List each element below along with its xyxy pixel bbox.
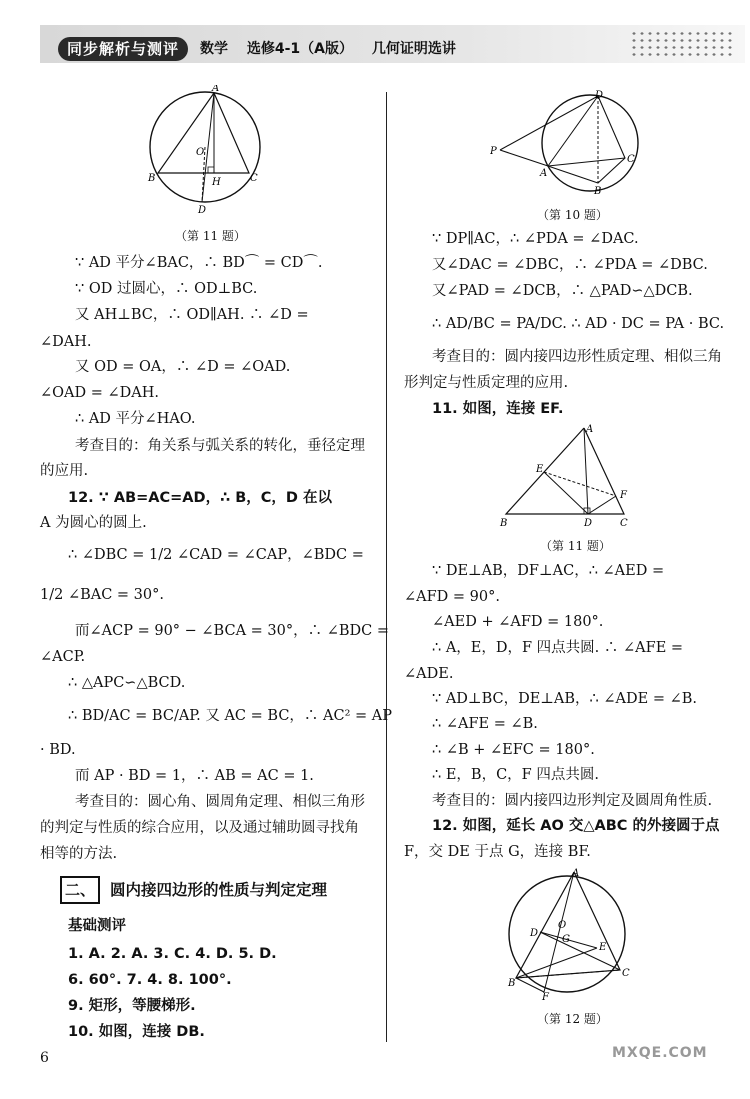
- left-line-5: 又 OD = OA，∴ ∠D = ∠OAD.: [75, 359, 291, 375]
- svg-text:B: B: [500, 518, 508, 529]
- header-dot-pattern: [630, 30, 735, 60]
- right-line-13: ∵ AD⊥BC，DE⊥AB，∴ ∠ADE = ∠B.: [432, 691, 698, 707]
- svg-text:B: B: [594, 186, 602, 197]
- right-line-7: 11. 如图，连接 EF.: [432, 401, 564, 417]
- right-line-19: F，交 DE 于点 G，连接 BF.: [404, 844, 591, 860]
- right-line-11: ∴ A，E，D，F 四点共圆. ∴ ∠AFE =: [432, 640, 684, 656]
- svg-text:B: B: [508, 978, 516, 989]
- left-line-1: ∵ AD 平分∠BAC，∴ BD⌒ = CD⌒.: [75, 255, 323, 271]
- header-course: 选修4-1（A版）: [246, 41, 354, 57]
- right-line-3: 又∠PAD = ∠DCB，∴ △PAD∽△DCB.: [432, 283, 693, 299]
- right-line-16: ∴ E，B，C，F 四点共圆.: [432, 767, 599, 783]
- fig10-caption: （第 10 题）: [537, 208, 608, 222]
- left-line-3: 又 AH⊥BC，∴ OD∥AH. ∴ ∠D =: [75, 307, 309, 323]
- svg-text:P: P: [490, 146, 497, 157]
- left-line-21: 的判定与性质的综合应用，以及通过辅助圆寻找角: [40, 820, 359, 836]
- right-line-8: ∵ DE⊥AB，DF⊥AC，∴ ∠AED =: [432, 563, 665, 579]
- svg-text:C: C: [627, 154, 635, 165]
- left-line-2: ∵ OD 过圆心，∴ OD⊥BC.: [75, 281, 258, 297]
- svg-text:A: A: [212, 85, 220, 94]
- answers-row-1: 1. A. 2. A. 3. C. 4. D. 5. D.: [68, 946, 277, 962]
- header-topic: 几何证明选讲: [371, 41, 456, 57]
- left-line-14: 而∠ACP = 90° − ∠BCA = 30°，∴ ∠BDC =: [75, 623, 390, 639]
- right-line-15: ∴ ∠B + ∠EFC = 180°.: [432, 742, 595, 758]
- left-line-17: ∴ BD/AC = BC/AP. 又 AC = BC，∴ AC² = AP: [68, 708, 392, 724]
- svg-text:D: D: [530, 928, 539, 939]
- right-line-14: ∴ ∠AFE = ∠B.: [432, 716, 538, 732]
- left-line-9: 的应用.: [40, 463, 89, 479]
- right-line-4: ∴ AD/BC = PA/DC. ∴ AD · DC = PA · BC.: [432, 316, 725, 332]
- left-line-13: 1/2 ∠BAC = 30°.: [40, 587, 164, 603]
- right-line-6: 形判定与性质定理的应用.: [404, 375, 569, 391]
- left-line-4: ∠DAH.: [40, 334, 92, 350]
- section-number: 二、: [60, 876, 100, 904]
- left-line-19: 而 AP · BD = 1，∴ AB = AC = 1.: [75, 768, 314, 784]
- right-line-1: ∵ DP∥AC，∴ ∠PDA = ∠DAC.: [432, 231, 639, 247]
- svg-text:D: D: [198, 205, 207, 215]
- svg-text:H: H: [212, 177, 221, 188]
- left-line-8: 考查目的：角关系与弧关系的转化，垂径定理: [75, 438, 365, 454]
- left-line-6: ∠OAD = ∠DAH.: [40, 385, 160, 401]
- svg-text:C: C: [250, 173, 258, 184]
- svg-text:A: A: [572, 868, 580, 879]
- header-subject: 数学: [200, 41, 228, 57]
- book-title-badge: 同步解析与测评: [58, 37, 188, 61]
- figure-12: [502, 866, 632, 1001]
- answers-row-3: 9. 矩形，等腰梯形.: [68, 998, 196, 1014]
- svg-text:E: E: [599, 942, 607, 953]
- left-line-20: 考查目的：圆心角、圆周角定理、相似三角形: [75, 794, 365, 810]
- header-subtitle: [200, 37, 470, 61]
- svg-text:D: D: [584, 518, 593, 529]
- section-title: 圆内接四边形的性质与判定定理: [110, 881, 328, 899]
- left-line-15: ∠ACP.: [40, 649, 86, 665]
- left-line-10: 12. ∵ AB=AC=AD，∴ B，C，D 在以: [68, 490, 332, 506]
- left-line-11: A 为圆心的圆上.: [40, 515, 147, 531]
- fig11-right-caption: （第 11 题）: [540, 539, 611, 553]
- page-number: 6: [40, 1050, 49, 1066]
- fig12-caption: （第 12 题）: [537, 1012, 608, 1026]
- right-line-10: ∠AED + ∠AFD = 180°.: [432, 614, 604, 630]
- fig11-left-caption: （第 11 题）: [175, 229, 246, 243]
- svg-text:B: B: [148, 173, 156, 184]
- right-line-17: 考查目的：圆内接四边形判定及圆周角性质.: [432, 793, 713, 809]
- svg-text:F: F: [620, 490, 627, 501]
- left-line-16: ∴ △APC∽△BCD.: [68, 675, 186, 691]
- svg-text:C: C: [622, 968, 630, 979]
- figure-11-left: [140, 85, 270, 215]
- right-line-5: 考查目的：圆内接四边形性质定理、相似三角: [432, 349, 722, 365]
- svg-text:A: A: [540, 168, 548, 179]
- right-line-12: ∠ADE.: [404, 666, 454, 682]
- svg-text:E: E: [536, 464, 544, 475]
- figure-10: [490, 88, 640, 203]
- left-line-18: · BD.: [40, 742, 76, 758]
- svg-text:C: C: [620, 518, 628, 529]
- column-divider: [386, 92, 387, 1042]
- answers-row-2: 6. 60°. 7. 4. 8. 100°.: [68, 972, 232, 988]
- right-line-2: 又∠DAC = ∠DBC，∴ ∠PDA = ∠DBC.: [432, 257, 708, 273]
- figure-11-right: [498, 422, 638, 530]
- right-line-9: ∠AFD = 90°.: [404, 589, 500, 605]
- svg-text:G: G: [562, 934, 570, 945]
- svg-text:O: O: [558, 920, 567, 931]
- svg-text:F: F: [542, 992, 549, 1001]
- basic-test-title: 基础测评: [68, 918, 126, 934]
- svg-text:A: A: [586, 424, 594, 435]
- svg-text:O: O: [196, 147, 205, 158]
- left-line-7: ∴ AD 平分∠HAO.: [75, 411, 196, 427]
- svg-text:D: D: [595, 90, 604, 101]
- left-line-12: ∴ ∠DBC = 1/2 ∠CAD = ∠CAP，∠BDC =: [68, 547, 364, 563]
- site-watermark: MXQE.COM: [612, 1045, 708, 1061]
- answers-row-4: 10. 如图，连接 DB.: [68, 1024, 205, 1040]
- left-line-22: 相等的方法.: [40, 846, 118, 862]
- right-line-18: 12. 如图，延长 AO 交△ABC 的外接圆于点: [432, 818, 720, 834]
